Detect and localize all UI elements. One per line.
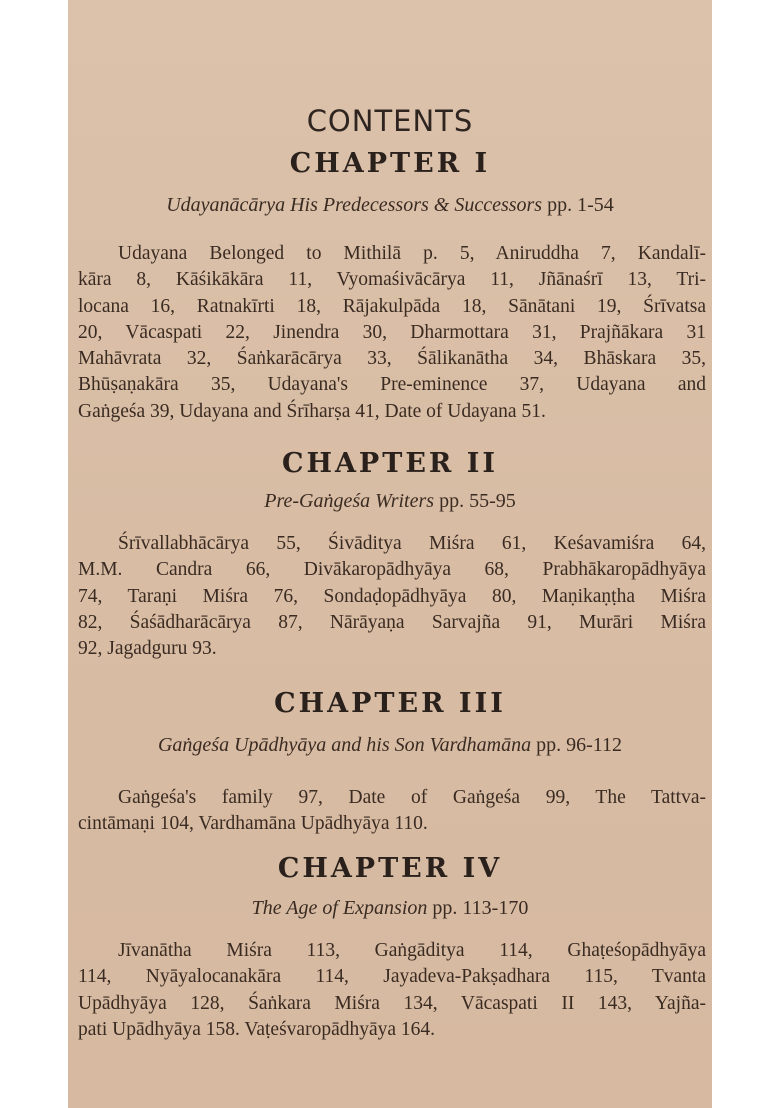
chapter-3-subtitle-text: Gaṅgeśa Upādhyāya and his Son Vardhamāna (157, 734, 532, 756)
entry-line: Śrīvallabhācārya 55, Śivāditya Miśra 61, Keśavamiśra 64, (118, 533, 706, 554)
entry-line: pati Upādhyāya 158. Vaṭeśvaropādhyāya 164. (78, 1018, 436, 1040)
entry-line: 82, Śaśādharācārya 87, Nārāyaṇa Sarvajña 91, Murāri Miśra (78, 611, 706, 633)
chapter-2-pages: pp. 55-95 (439, 490, 516, 512)
chapter-2-subtitle (68, 490, 712, 513)
chapter-2-subtitle-text: Pre-Gaṅgeśa Writers (264, 490, 435, 512)
chapter-1-entries (78, 241, 706, 425)
chapter-3-entries (78, 785, 706, 838)
entry-line: 74, Taraṇi Miśra 76, Sondaḍopādhyāya 80, Maṇikaṇṭha Miśra (78, 585, 706, 607)
entry-line: M.M. Candra 66, Divākaropādhyāya 68, Prabhākaropādhyāya (78, 559, 706, 581)
entry-line: Bhūṣaṇakāra 35, Udayana's Pre-eminence 37, Udayana and (78, 374, 706, 396)
entry-line: Gaṅgeśa's family 97, Date of Gaṅgeśa 99, The Tattva- (118, 787, 706, 808)
chapter-3-pages: pp. 96-112 (536, 734, 623, 756)
entry-line: 114, Nyāyalocanakāra 114, Jayadeva-Pakṣadhara 115, Tvanta (78, 966, 706, 988)
chapter-4-entries (78, 938, 706, 1043)
entry-line: Udayana Belonged to Mithilā p. 5, Aniruddha 7, Kandalī- (118, 243, 706, 264)
entry-line: Jīvanātha Miśra 113, Gaṅgāditya 114, Ghaṭeśopādhyāya (118, 940, 706, 961)
entry-line: 92, Jagadguru 93. (78, 638, 217, 660)
chapter-3-subtitle (68, 734, 712, 757)
chapter-4-subtitle (68, 897, 712, 920)
chapter-1-title: CHAPTER I (289, 148, 491, 179)
entry-line: 20, Vācaspati 22, Jinendra 30, Dharmottara 31, Prajñākara 31 (78, 321, 706, 343)
contents-heading: CONTENTS (306, 104, 474, 138)
chapter-4-title: CHAPTER IV (277, 853, 503, 884)
entry-line: cintāmaṇi 104, Vardhamāna Upādhyāya 110. (78, 813, 428, 835)
chapter-1-subtitle-text: Udayanācārya His Predecessors & Successors (166, 194, 543, 216)
chapter-2-entries (78, 531, 706, 662)
entry-line: kāra 8, Kāśikākāra 11, Vyomaśivācārya 11, Jñānaśrī 13, Tri- (78, 269, 706, 291)
entry-line: Mahāvrata 32, Śaṅkarācārya 33, Śālikanātha 34, Bhāskara 35, (78, 348, 706, 370)
chapter-1-subtitle (68, 194, 712, 217)
chapter-4-pages: pp. 113-170 (432, 897, 529, 919)
entry-line: locana 16, Ratnakīrti 18, Rājakulpāda 18, Sānātani 19, Śrīvatsa (78, 295, 706, 317)
chapter-2-title: CHAPTER II (281, 448, 499, 479)
chapter-4-subtitle-text: The Age of Expansion (251, 897, 428, 919)
entry-line: Gaṅgeśa 39, Udayana and Śrīharṣa 41, Date of Udayana 51. (78, 400, 546, 422)
book-page (68, 0, 712, 1108)
entry-line: Upādhyāya 128, Śaṅkara Miśra 134, Vācaspati II 143, Yajña- (78, 992, 706, 1014)
chapter-3-title: CHAPTER III (274, 688, 506, 719)
chapter-1-pages: pp. 1-54 (547, 194, 614, 216)
